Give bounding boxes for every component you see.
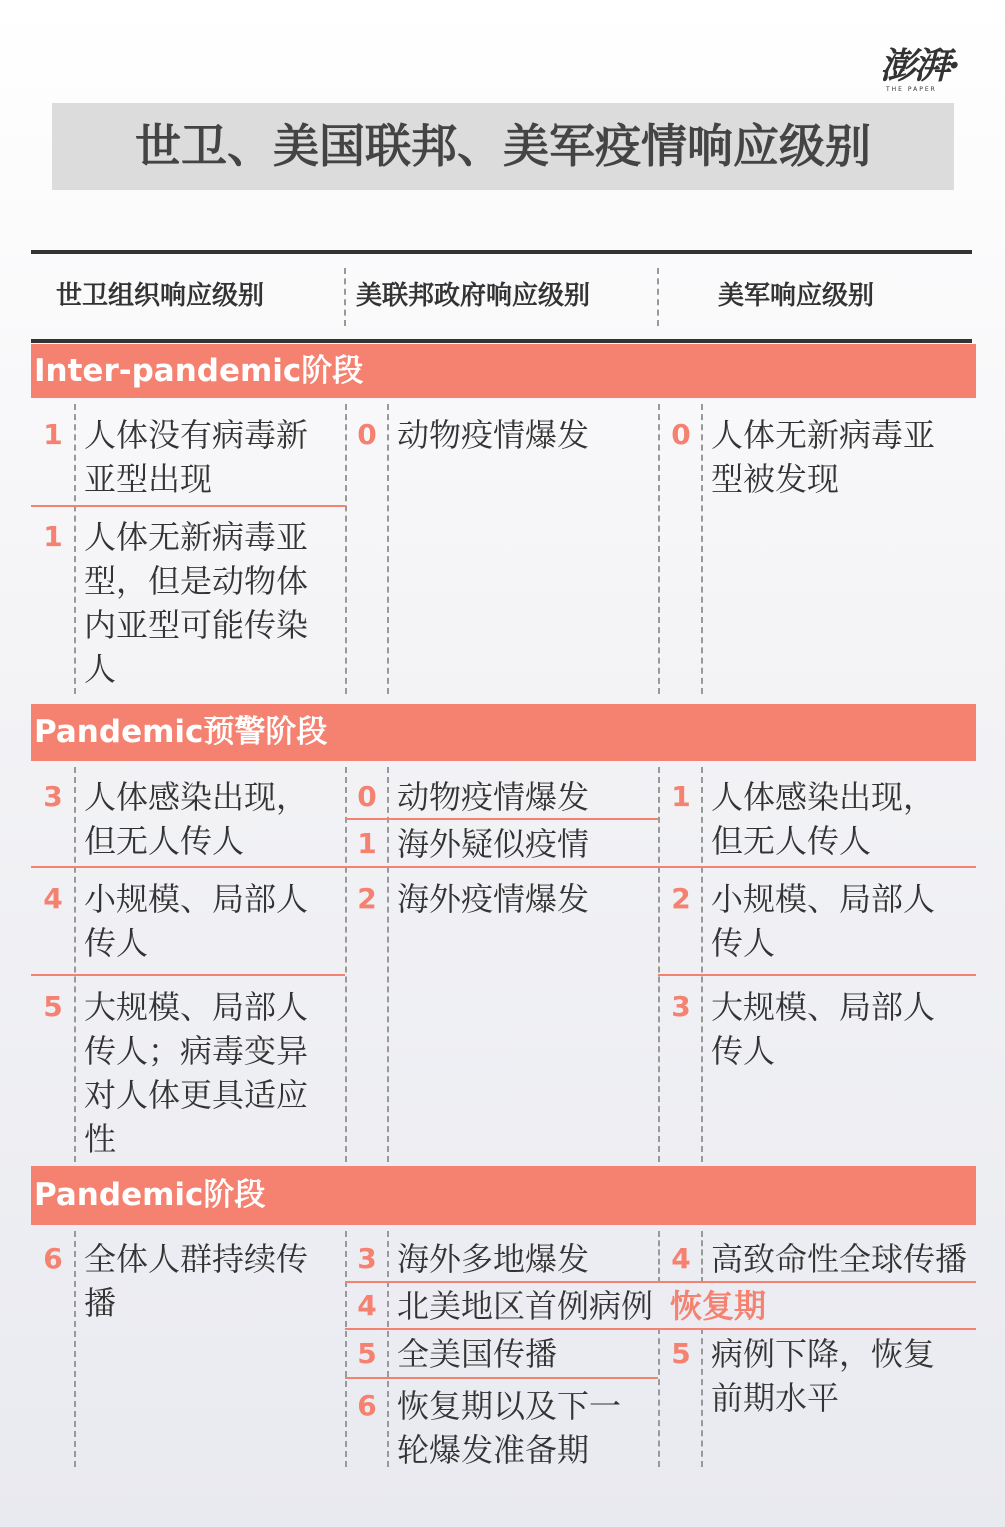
- federal-level-number: 5: [357, 1337, 377, 1370]
- federal-level-text: 动物疫情爆发: [397, 778, 590, 816]
- federal-level-text: 海外疫情爆发: [397, 880, 590, 918]
- row-separator: [345, 1377, 658, 1379]
- number-divider: [74, 767, 76, 1162]
- who-level-number: 3: [43, 780, 63, 813]
- military-level-text: 人体感染出现，但无人传人: [711, 778, 936, 860]
- title-banner: [52, 103, 954, 190]
- number-divider: [387, 767, 389, 1162]
- row-separator: [345, 1281, 976, 1283]
- number-divider: [74, 404, 76, 694]
- number-divider: [387, 1231, 389, 1467]
- row-separator: [31, 866, 345, 868]
- number-divider: [701, 1231, 703, 1283]
- column-divider: [658, 1328, 660, 1467]
- number-divider: [74, 1231, 76, 1467]
- federal-level-number: 3: [357, 1242, 377, 1275]
- who-level-text: 人体无新病毒亚型，但是动物体内亚型可能传染人: [84, 518, 309, 688]
- military-level-text: 小规模、局部人传人: [711, 880, 936, 962]
- who-level-number: 1: [43, 418, 63, 451]
- federal-level-number: 1: [357, 827, 377, 860]
- row-separator: [345, 1328, 976, 1330]
- header-military: 美军响应级别: [718, 281, 875, 311]
- column-divider: [345, 1231, 347, 1467]
- logo-subtitle: THE PAPER: [886, 86, 937, 93]
- federal-level-number: 6: [357, 1389, 377, 1422]
- section-band-inter-pandemic: Inter-pandemic阶段: [31, 344, 976, 398]
- who-level-number: 1: [43, 520, 63, 553]
- military-level-text: 高致命性全球传播: [711, 1240, 968, 1278]
- federal-level-number: 2: [357, 882, 377, 915]
- number-divider: [701, 1328, 703, 1467]
- federal-level-text: 北美地区首例病例: [397, 1287, 654, 1325]
- military-level-text: 人体无新病毒亚型被发现: [711, 416, 936, 498]
- row-separator: [31, 974, 345, 976]
- who-level-text: 人体没有病毒新亚型出现: [84, 416, 309, 498]
- number-divider: [701, 404, 703, 694]
- column-divider: [658, 1231, 660, 1283]
- header-who: 世卫组织响应级别: [56, 281, 265, 311]
- federal-level-number: 0: [357, 418, 377, 451]
- federal-level-text: 恢复期以及下一轮爆发准备期: [397, 1387, 622, 1469]
- section-band-pandemic: Pandemic阶段: [31, 1166, 976, 1225]
- who-level-number: 6: [43, 1242, 63, 1275]
- row-separator: [658, 974, 976, 976]
- military-level-number: 4: [671, 1242, 691, 1275]
- military-level-number: 2: [671, 882, 691, 915]
- row-separator: [658, 866, 976, 868]
- who-level-number: 4: [43, 882, 63, 915]
- who-level-text: 全体人群持续传播: [84, 1240, 309, 1322]
- table-header-rule: [31, 339, 972, 343]
- number-divider: [387, 404, 389, 694]
- column-divider: [658, 404, 660, 694]
- who-level-text: 小规模、局部人传人: [84, 880, 309, 962]
- header-divider: [657, 268, 659, 326]
- military-level-number: 3: [671, 990, 691, 1023]
- logo-mark: 澎湃·: [880, 45, 959, 87]
- column-divider: [345, 767, 347, 1162]
- who-level-text: 大规模、局部人传人；病毒变异对人体更具适应性: [84, 988, 309, 1158]
- page-title: 世卫、美国联邦、美军疫情响应级别: [135, 119, 871, 173]
- federal-level-text: 全美国传播: [397, 1335, 558, 1373]
- section-band-alert: Pandemic预警阶段: [31, 704, 976, 761]
- column-divider: [345, 404, 347, 694]
- header-divider: [344, 268, 346, 326]
- military-level-number: 5: [671, 1337, 691, 1370]
- federal-level-number: 4: [357, 1289, 377, 1322]
- military-level-number: 1: [671, 780, 691, 813]
- military-level-text: 大规模、局部人传人: [711, 988, 936, 1070]
- military-level-text: 病例下降，恢复前期水平: [711, 1335, 936, 1417]
- military-level-number: 0: [671, 418, 691, 451]
- row-separator: [31, 505, 345, 507]
- row-separator: [345, 866, 658, 868]
- federal-level-text: 海外多地爆发: [397, 1240, 590, 1278]
- number-divider: [701, 767, 703, 1162]
- federal-level-text: 动物疫情爆发: [397, 416, 590, 454]
- military-recovery-label: 恢复期: [670, 1287, 767, 1325]
- who-level-text: 人体感染出现，但无人传人: [84, 778, 309, 860]
- column-divider: [658, 767, 660, 1162]
- header-federal: 美联邦政府响应级别: [356, 281, 591, 311]
- federal-level-text: 海外疑似疫情: [397, 825, 590, 863]
- logo: [880, 46, 980, 96]
- who-level-number: 5: [43, 990, 63, 1023]
- table-top-rule: [31, 250, 972, 254]
- federal-level-number: 0: [357, 780, 377, 813]
